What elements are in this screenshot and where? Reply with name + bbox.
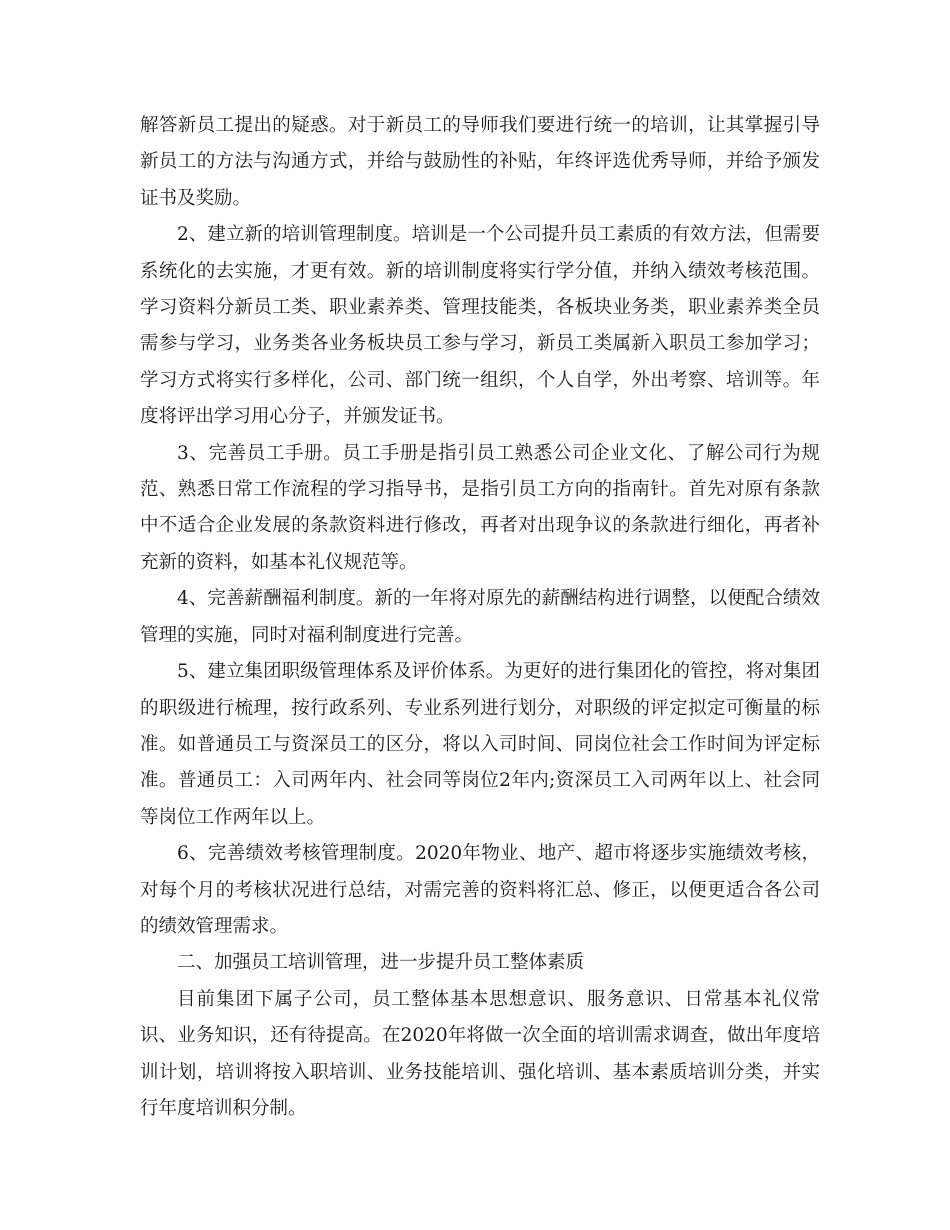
section-heading-training: 二、加强员工培训管理，进一步提升员工整体素质 bbox=[177, 952, 585, 974]
paragraph-employee-handbook: 3、完善员工手册。员工手册是指引员工熟悉公司企业文化、了解公司行为规范、熟悉日常工作流程的学习指导书，是指引员工方向的指南针。首先对原有条款中不适合企业发展的条款资料进行修改，再者对出现争议的条款进行细化，再者补充新的资料，如基本礼仪规范等。 bbox=[140, 442, 820, 573]
document-body bbox=[140, 108, 820, 1127]
paragraph-rank-system: 5、建立集团职级管理体系及评价体系。为更好的进行集团化的管控，将对集团的职级进行梳理，按行政系列、专业系列进行划分，对职级的评定拟定可衡量的标准。如普通员工与资深员工的区分，将以入司时间、同岗位社会工作时间为评定标准。普通员工：入司两年内、社会同等岗位2年内;资深员工入司两年以上、社会同等岗位工作两年以上。 bbox=[140, 661, 820, 828]
paragraph-mentor-training: 解答新员工提出的疑惑。对于新员工的导师我们要进行统一的培训，让其掌握引导新员工的方法与沟通方式，并给与鼓励性的补贴，年终评选优秀导师，并给予颁发证书及奖励。 bbox=[140, 115, 820, 209]
paragraph-salary-welfare: 4、完善薪酬福利制度。新的一年将对原先的薪酬结构进行调整，以便配合绩效管理的实施，同时对福利制度进行完善。 bbox=[140, 588, 820, 646]
paragraph-training-plan: 目前集团下属子公司，员工整体基本思想意识、服务意识、日常基本礼仪常识、业务知识，还有待提高。在2020年将做一次全面的培训需求调查，做出年度培训计划，培训将按入职培训、业务技能培训、强化培训、基本素质培训分类，并实行年度培训积分制。 bbox=[140, 988, 820, 1119]
paragraph-training-system: 2、建立新的培训管理制度。培训是一个公司提升员工素质的有效方法，但需要系统化的去实施，才更有效。新的培训制度将实行学分值，并纳入绩效考核范围。学习资料分新员工类、职业素养类、管理技能类，各板块业务类，职业素养类全员需参与学习，业务类各业务板块员工参与学习，新员工类属新入职员工参加学习；学习方式将实行多样化，公司、部门统一组织，个人自学，外出考察、培训等。年度将评出学习用心分子，并颁发证书。 bbox=[140, 224, 820, 428]
paragraph-performance-appraisal: 6、完善绩效考核管理制度。2020年物业、地产、超市将逐步实施绩效考核，对每个月的考核状况进行总结，对需完善的资料将汇总、修正，以便更适合各公司的绩效管理需求。 bbox=[140, 843, 820, 937]
